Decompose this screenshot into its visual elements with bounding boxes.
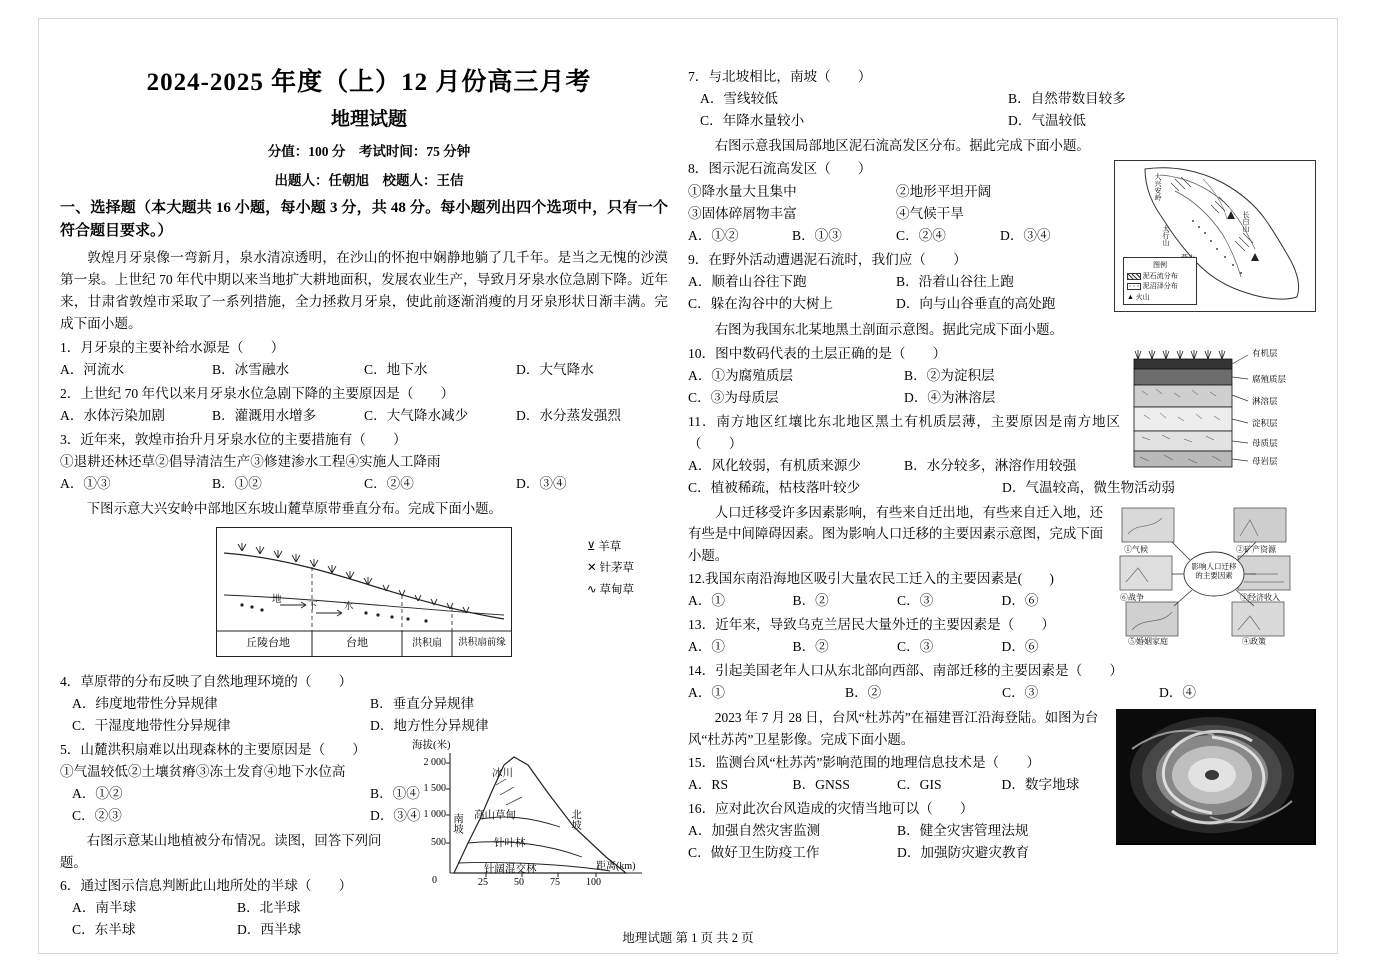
exam-meta-score-time: 分值：100 分 考试时间：75 分钟 [267,144,471,159]
grass-base-label-1: 丘陵台地 [246,637,290,650]
map-legend-item-1: 泥石流分布 [1142,271,1178,280]
option-b[interactable]: B．水分较多，淋溶作用较强 [904,458,1077,473]
question-2-stem: 2．上世纪 70 年代以来月牙泉水位急剧下降的主要原因是（ ） [60,385,455,401]
option-c[interactable]: C．干湿度地带性分异规律 [72,718,231,734]
left-column [60,40,668,941]
mountain-x-tick-75: 75 [550,877,560,889]
option-d[interactable]: D．向与山谷垂直的高处跑 [896,295,1056,311]
mountain-y-axis-title: 海拔(米) [412,740,451,752]
legend-swatch-marsh [1127,283,1141,290]
option-c[interactable]: C．③ [897,639,934,655]
mountain-y-tick-2000: 2 000 [423,757,446,769]
grass-base-label-4: 洪积扇前缘 [458,638,506,649]
option-d[interactable]: D．③④ [1000,227,1051,243]
mountain-y-tick-1500: 1 500 [423,783,446,795]
migration-item-1: ①气候 [1124,545,1148,555]
figure-soil-profile [1130,345,1316,471]
option-d[interactable]: D．气温较低 [1008,113,1086,129]
option-c[interactable]: C．③为母质层 [688,389,779,405]
migration-item-6: ⑥战争 [1120,593,1144,603]
option-b[interactable]: B．①② [212,475,262,491]
figure-typhoon-satellite [1116,709,1316,845]
question-1-stem: 1．月牙泉的主要补给水源是（ ） [60,339,285,355]
figure-grassland-zones [216,527,634,657]
section-1-heading: 一、选择题（本大题共 16 小题，每小题 3 分，共 48 分。每小题列出四个选项中，只有一个符合题目要求。） [60,200,668,240]
option-c[interactable]: C．植被稀疏，枯枝落叶较少 [688,480,861,496]
question-16-options-row2 [688,842,1106,864]
question-9-options-row2 [688,293,1104,315]
statement-3: ③固体碎屑物丰富 [688,205,797,221]
question-7-stem: 7．与北坡相比，南坡（ ） [688,69,872,84]
map-legend-box [1123,257,1197,305]
question-6-stem: 6．通过图示信息判断此山地所处的半球（ ） [60,878,353,894]
option-d[interactable]: D．④ [1159,685,1197,701]
passage-5: 右图为我国东北某地黑土剖面示意图。据此完成下面小题。 [714,322,1063,338]
question-7-options-row1 [688,88,1316,110]
option-c[interactable]: C．做好卫生防疫工作 [688,845,820,861]
figure-debris-flow-map [1114,160,1316,312]
map-legend-item-3: 火山 [1135,292,1150,301]
passage-3: 右图示意某山地植被分布情况。读图，回答下列问题。 [60,833,382,870]
question-5-stem: 5．山麓洪积扇难以出现森林的主要原因是（ ） [60,742,366,758]
question-7-options-row2 [688,110,1316,132]
grass-base-label-2: 台地 [346,637,368,650]
option-b[interactable]: B．沿着山谷往上跑 [896,273,1014,289]
option-d[interactable]: D．加强防灾避灾教育 [897,845,1030,861]
option-b[interactable]: B．①③ [792,227,842,243]
option-b[interactable]: B．北半球 [237,900,301,916]
map-legend-item-2: 泥沼泽分布 [1142,282,1178,291]
passage-7: 2023 年 7 月 28 日，台风“杜苏芮”在福建晋江沿海登陆。如图为台风“杜苏芮”卫星影像。完成下面小题。 [688,710,1099,747]
page-title: 2024-2025 年度（上）12 月份高三月考 [146,69,592,96]
option-b[interactable]: B．①④ [370,786,420,802]
option-b[interactable]: B．灌溉用水增多 [212,407,317,423]
option-c[interactable]: C．躲在沟谷中的大树上 [688,295,834,311]
option-c[interactable]: C．②③ [72,808,122,824]
question-9-options-row1 [688,271,1104,293]
svg-text:地: 地 [272,595,282,606]
migration-item-3: ③经济收入 [1240,593,1280,603]
passage-2: 下图示意大兴安岭中部地区东坡山麓草原带垂直分布。完成下面小题。 [86,500,502,516]
option-a[interactable]: A．水体污染加剧 [60,407,165,423]
question-4-options-row1 [60,693,668,715]
option-a[interactable]: A．①③ [60,475,111,491]
option-b[interactable]: B．②为淀积层 [904,367,995,383]
option-c[interactable]: C．大气降水减少 [364,407,469,423]
question-1-options [60,359,668,381]
option-d[interactable]: D．水分蒸发强烈 [516,407,621,423]
option-b[interactable]: B．② [845,685,882,701]
question-2-options [60,405,668,427]
question-3-stem: 3．近年来，敦煌市抬升月牙泉水位的主要措施有（ ） [60,431,407,447]
option-b[interactable]: B．冰雪融水 [212,361,290,377]
legend-swatch-volcano: ▲ [1127,292,1134,301]
figure-mountain-vegetation [410,735,650,905]
migration-item-5: ⑤婚姻家庭 [1128,637,1168,647]
soil-label-eluvial: 淋溶层 [1252,395,1278,406]
mountain-x-axis-title: 距离(km) [596,861,636,873]
option-d[interactable]: D．气温较高，微生物活动弱 [1002,480,1175,496]
question-11-options-row2 [688,477,1316,499]
statement-4: ④气候干旱 [896,205,964,221]
option-a[interactable]: A．① [688,685,726,701]
question-12-stem: 12.我国东南沿海地区吸引大量农民工迁入的主要因素是( ) [688,571,1054,587]
option-a[interactable]: A．雪线较低 [700,91,778,107]
soil-label-illuvial: 淀积层 [1252,417,1278,428]
question-8-stem: 8．图示泥石流高发区（ ） [688,161,872,177]
grass-base-label-3: 洪积扇 [412,638,442,650]
option-b[interactable]: B．GNSS [792,777,850,793]
option-d[interactable]: D．大气降水 [516,361,594,377]
right-column [688,40,1316,941]
question-15-options [688,774,1106,796]
legend-label-3: 草甸草 [599,583,634,596]
passage-1: 敦煌月牙泉像一弯新月，泉水清凉透明，在沙山的怀抱中娴静地躺了几千年。是当之无愧的沙漠第一泉。上世纪 70 年代中期以来当地扩大耕地面积，发展农业生产，导致月牙泉水位急剧下降。近年来，甘肃省敦煌市采取了一系列措施，全力拯救月牙泉，使此前逐渐消瘦的月牙泉形状日渐丰满。完成下面小题。 [60,249,668,331]
option-b[interactable]: B．垂直分异规律 [370,696,475,712]
question-11-options-row1 [688,455,1120,477]
question-8-statements-row2 [688,203,1104,225]
mountain-slope-south: 南坡 [452,813,463,835]
question-10-stem: 10．图中数码代表的土层正确的是（ ） [688,345,947,361]
svg-text:下: 下 [308,602,318,613]
question-6-options-row1 [60,897,402,919]
question-8-options [688,225,1104,247]
option-a[interactable]: A．① [688,593,726,609]
legend-label-2: 针茅草 [599,562,634,575]
figure-migration-factors [1116,504,1316,652]
option-a[interactable]: A．加强自然灾害监测 [688,823,821,839]
option-d[interactable]: D．数字地球 [1001,777,1080,793]
question-16-options-row1 [688,820,1106,842]
question-5-statements: ①气温较低②土壤贫瘠③冻土发育④地下水位高 [60,764,346,780]
mountain-slope-north: 北坡 [570,809,581,831]
migration-item-4: ④政策 [1242,637,1266,647]
question-14-options [688,682,1316,704]
question-10-options-row1 [688,365,1120,387]
two-column-layout [60,40,1316,941]
soil-label-bedrock: 母岩层 [1252,455,1278,466]
map-legend-title: 图例 [1153,261,1167,270]
option-c[interactable]: C．③ [1002,685,1039,701]
question-10-options-row2 [688,387,1120,409]
mountain-y-tick-1000: 1 000 [423,809,446,821]
option-a[interactable]: A．① [688,639,726,655]
option-a[interactable]: A．①为腐殖质层 [688,367,793,383]
legend-symbol-meadow: ∿ [586,583,597,596]
mountain-zone-mixed: 针阔混交林 [484,864,537,876]
option-a[interactable]: A．纬度地带性分异规律 [72,696,218,712]
question-3-options [60,473,668,495]
option-c[interactable]: C．东半球 [72,922,136,938]
question-9-stem: 9．在野外活动遭遇泥石流时，我们应（ ） [688,251,967,267]
question-12-options [688,590,1106,612]
option-a[interactable]: A．①② [72,786,123,802]
option-b[interactable]: B．健全灾害管理法规 [897,823,1029,839]
option-d[interactable]: D．③④ [516,475,567,491]
option-d[interactable]: D．西半球 [237,922,302,938]
option-a[interactable]: A．风化较弱，有机质来源少 [688,458,861,473]
passage-6: 人口迁移受许多因素影响，有些来自迁出地，有些来自迁入地，还有些是中间障碍因素。图为影响人口迁移的主要因素示意图，完成下面小题。 [688,505,1104,563]
exam-meta-authors: 出题人：任朝旭 校题人：王佶 [274,173,464,188]
soil-label-parent-material: 母质层 [1252,437,1278,448]
question-8-statements-row1 [688,181,1104,203]
mountain-x-tick-100: 100 [586,877,601,889]
option-a[interactable]: A．河流水 [60,361,125,377]
mountain-y-tick-500: 500 [431,837,446,849]
mountain-y-tick-0: 0 [432,875,437,887]
option-a[interactable]: A．南半球 [72,900,137,916]
svg-text:水: 水 [344,602,354,613]
question-13-stem: 13．近年来，导致乌克兰居民大量外迁的主要因素是（ ） [688,617,1056,633]
map-label-daxinganling: 大兴安岭 [1154,173,1162,202]
question-15-stem: 15．监测台风“杜苏芮”影响范围的地理信息技术是（ ） [688,755,1040,771]
migration-center-label: 影响人口迁移的主要因素 [1191,562,1237,581]
mountain-x-tick-50: 50 [514,877,524,889]
soil-label-organic: 有机层 [1252,347,1278,358]
option-a[interactable]: A．顺着山谷往下跑 [688,273,807,289]
option-b[interactable]: B．② [792,593,829,609]
mountain-zone-conifer: 针叶林 [494,838,526,850]
option-c[interactable]: C．②④ [364,475,414,491]
option-d[interactable]: D．⑥ [1001,593,1039,609]
question-16-stem: 16．应对此次台风造成的灾情当地可以（ ） [688,801,974,817]
option-d[interactable]: D．③④ [370,808,421,824]
legend-symbol-needlegrass: ✕ [586,562,597,575]
option-d[interactable]: D．地方性分异规律 [370,718,489,734]
migration-item-2: ②矿产资源 [1236,545,1276,555]
option-c[interactable]: C．地下水 [364,361,428,377]
map-label-taihangshan: 太行山 [1162,225,1170,247]
legend-symbol-grass: ⊻ [586,541,596,554]
figure-grassland-legend [587,537,634,601]
statement-2: ②地形平坦开阔 [896,183,992,199]
question-4-stem: 4．草原带的分布反映了自然地理环境的（ ） [60,674,353,690]
passage-4: 右图示意我国局部地区泥石流高发区分布。据此完成下面小题。 [714,138,1090,154]
question-3-statements: ①退耕还林还草②倡导清洁生产③修建渗水工程④实施人工降雨 [60,453,441,469]
statement-1: ①降水量大且集中 [688,183,797,199]
option-a[interactable]: A．①② [688,227,739,243]
option-d[interactable]: D．⑥ [1001,639,1039,655]
option-d[interactable]: D．④为淋溶层 [904,389,996,405]
option-b[interactable]: B．② [792,639,829,655]
question-14-stem: 14．引起美国老年人口从东北部向西部、南部迁移的主要因素是（ ） [688,663,1123,679]
mountain-zone-glacier: 冰川 [492,768,513,780]
option-a[interactable]: A．RS [688,777,729,793]
question-11-stem: 11．南方地区红壤比东北地区黑土有机质层薄，主要原因是南方地区（ ） [688,413,1120,451]
page-footer: 地理试题 第 1 页 共 2 页 [622,931,754,945]
option-c[interactable]: C．GIS [897,777,942,793]
legend-label-1: 羊草 [598,541,622,554]
mountain-zone-alpine-meadow: 高山草甸 [474,810,516,822]
soil-label-humus: 腐殖质层 [1252,373,1287,384]
option-c[interactable]: C．年降水量较小 [700,113,805,129]
map-label-changbaishan: 长白山 [1242,211,1250,233]
page-subtitle: 地理试题 [330,109,407,130]
option-c[interactable]: C．③ [897,593,934,609]
legend-swatch-debris [1127,273,1141,280]
option-c[interactable]: C．②④ [896,227,946,243]
mountain-x-tick-25: 25 [478,877,488,889]
question-13-options [688,636,1106,658]
question-4-options-row2 [60,715,668,737]
option-b[interactable]: B．自然带数目较多 [1008,91,1126,107]
